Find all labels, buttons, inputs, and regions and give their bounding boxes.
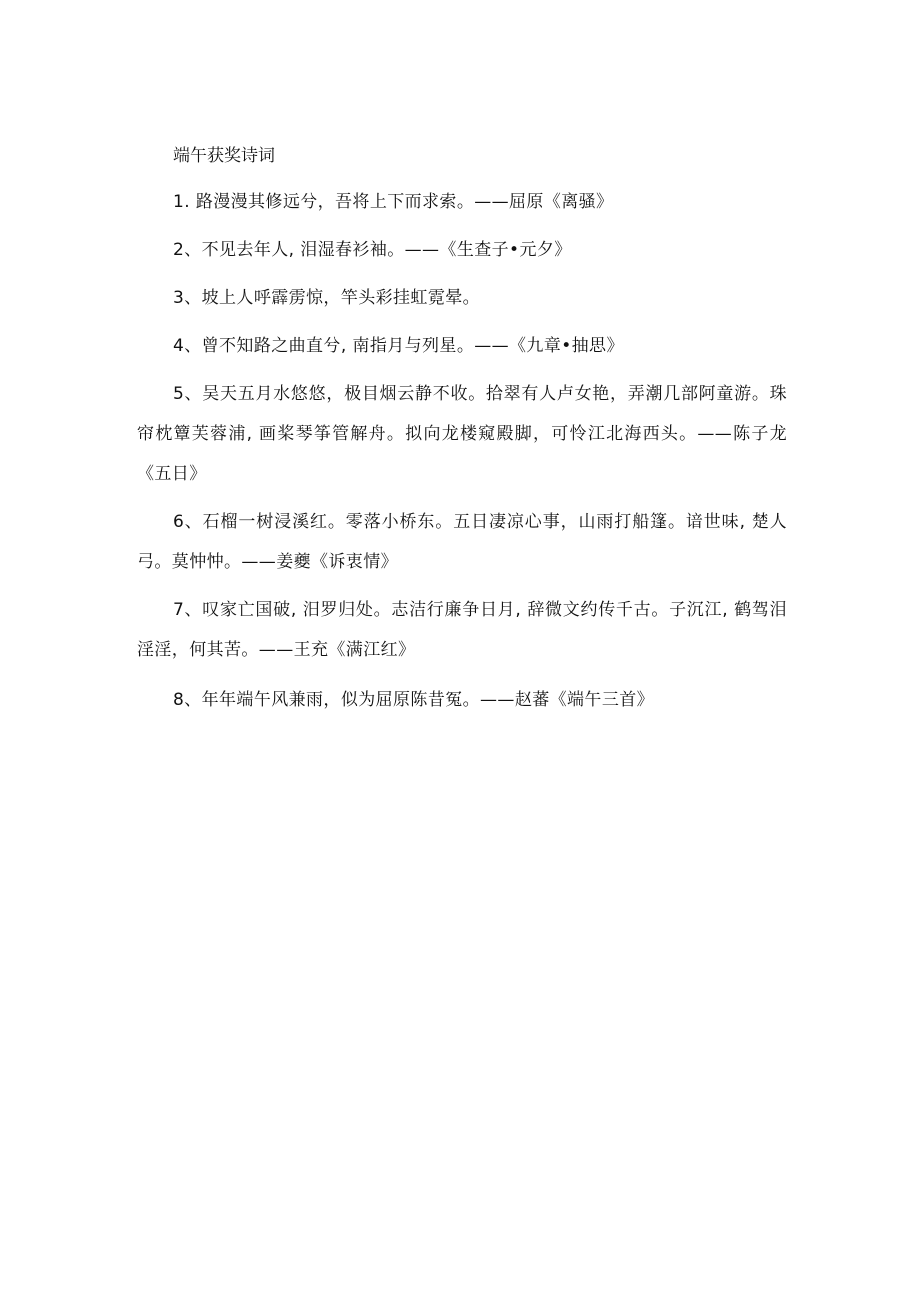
poem-line-8: 8、年年端午风兼雨，似为屈原陈昔冤。——赵蕃《端午三首》 (173, 690, 655, 710)
document-body (137, 136, 787, 720)
poem-line-1: 1. 路漫漫其修远兮，吾将上下而求索。——屈原《离骚》 (173, 192, 614, 212)
poem-line-5: 5、吴天五月水悠悠，极目烟云静不收。拾翠有人卢女艳，弄潮几部阿童游。珠帘枕簟芙蓉浦, 画桨琴筝管解舟。拟向龙楼窥殿脚，可怜江北海西头。——陈子龙《五日》 (137, 384, 787, 484)
poem-line-4: 4、曾不知路之曲直兮, 南指月与列星。——《九章•抽思》 (173, 336, 624, 356)
poem-line-3: 3、坡上人呼霹雳惊，竿头彩挂虹霓晕。 (173, 288, 481, 308)
poem-line-7: 7、叹家亡国破, 汨罗归处。志洁行廉争日月, 辞微文约传千古。子沉江, 鹤驾泪淫淫，何其苦。——王充《满江红》 (137, 600, 787, 660)
document-title: 端午获奖诗词 (173, 146, 275, 166)
poem-line-2: 2、不见去年人, 泪湿春衫袖。——《生查子•元夕》 (173, 240, 572, 260)
poem-line-6: 6、石榴一树浸溪红。零落小桥东。五日凄凉心事，山雨打船篷。谙世味, 楚人弓。莫忡忡。——姜夔《诉衷情》 (137, 512, 787, 572)
